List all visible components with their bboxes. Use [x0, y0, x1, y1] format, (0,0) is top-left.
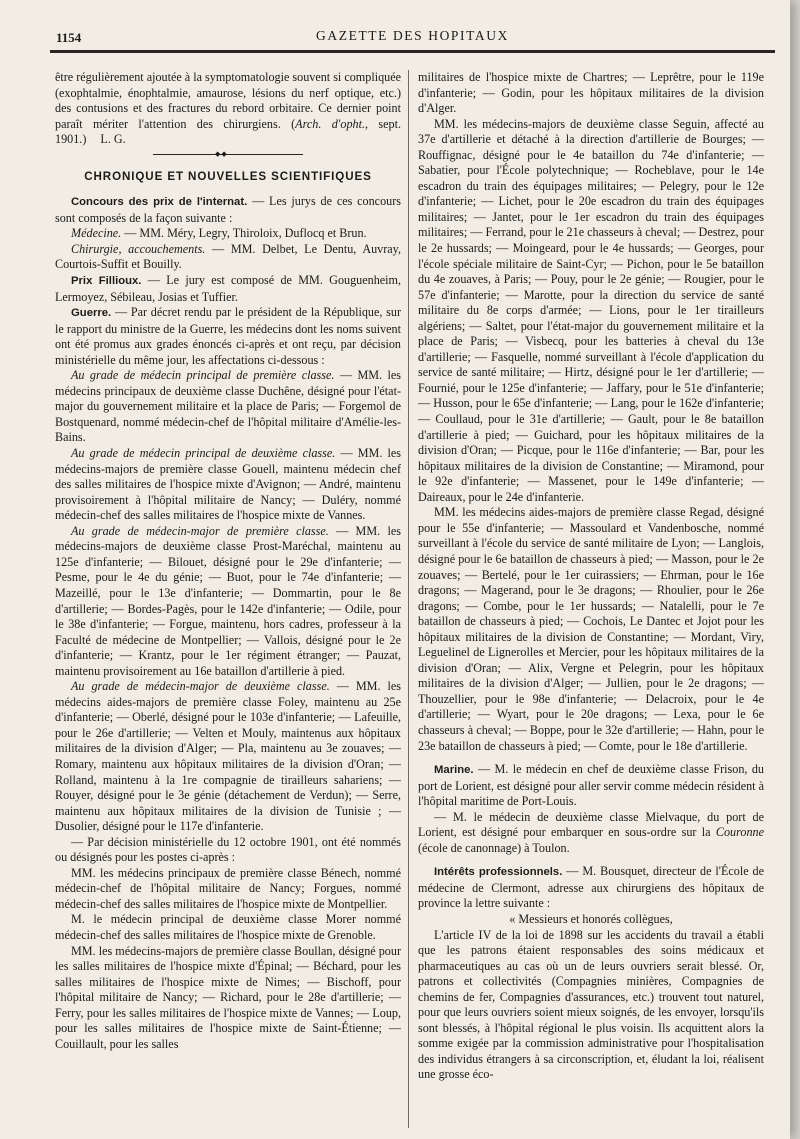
section-title: CHRONIQUE ET NOUVELLES SCIENTIFIQUES: [84, 169, 372, 183]
intro-paragraph: [55, 70, 401, 148]
paragraph-gap: [418, 754, 764, 762]
letter-body: L'article IV de la loi de 1898 sur les accidents du travail a établi que les patrons étaient responsables des soins médicaux et pharmaceutiques au cas où un de leurs ouvriers serait blessé. Or, patrons et collectivités (Compagnies minières, Compagnies de chemins de fer, Compagnies d'assurances, etc.) trouvent tout naturel, pour que leurs ouvriers soient mieux soignés, de les envoyer, lorsqu'ils sont blessés, à l'hôpital régional le plus voisin. Ils acquittent alors la somme exigée par la commission administrative pour l'hospitalisation des individus étrangers à sa circonscription, et, éludant la loi, réalisent une grosse éco-: [418, 927, 764, 1082]
decision-paragraph: MM. les médecins-majors de première classe Boullan, désigné pour les salles militaires de l'hospice mixte d'Épinal; — Béchard, pour les salles militaires de l'hospice mixte de Nimes; — Bischoff, pour l'hôpital militaire de Nancy; — Richard, pour le 28e d'artillerie; — Ferry, pour les salles militaires de l'hospice mixte de Vannes; — Loup, pour les salles militaires de l'hospice mixte de Saint-Étienne; — Couillault, pour les salles: [55, 943, 401, 1051]
grade-label: Au grade de médecin-major de première classe.: [71, 523, 329, 538]
grade-text: — MM. les médecins-majors de deuxième classe Prost-Maréchal, maintenu au 125e d'infanterie; — Bilouet, désigné pour le 29e d'infanterie; — Pesme, pour le 4e du génie; — Buot, pour le 74e d'infanterie; — Mazeillé, pour le 13e d'infanterie; — Dommartin, pour le 8e d'artillerie; — Bordes-Pagès, pour le 142e d'infanterie; — Odile, pour le 38e d'infanterie; — Forgue, maintenu, hors cadres, professeur à la Faculté de médecine de Montpellier; — Vallois, désigné pour le 2e d'infanterie; — Krantz, pour le 1er régiment étranger; — Pauzat, maintenu provisoirement au 16e bataillon d'artillerie à pied.: [55, 523, 401, 678]
paragraph-gap: [418, 856, 764, 864]
chirurgie-text: — MM. Delbet, Le Dentu, Auvray, Courtois-Suffit et Bouilly.: [55, 241, 401, 272]
letter-salutation: « Messieurs et honorés collègues,: [509, 911, 673, 926]
marine-paragraph-2: [418, 810, 764, 857]
marine-paragraph: [418, 762, 764, 810]
interets-lead: Intérêts professionnels.: [434, 866, 563, 879]
promotion-paragraph: MM. les médecins-majors de deuxième classe Seguin, affecté au 37e d'artillerie et détaché à la direction d'artillerie de Bourges; — Rouffignac, désigné pour le 4e bataillon du 74e d'infanterie; — Sabatier, pour l'École polytechnique; — Rocheblave, pour le 14e escadron du train des équipages militaires; — Pelegry, pour le 12e d'infanterie; — Lichet, pour le 20e escadron du train des équipages militaires; — Jantet, pour le 1er escadron du train des équipages militaires; — Ferrand, pour le 21e chasseurs à cheval; — Destrez, pour le 2e hussards; — Moingeard, pour le 4e hussards; — Georges, pour l'école spéciale militaire de Saint-Cyr; — Pichon, pour le 5e bataillon du 4e zouaves, à Paris; — Pouy, pour le 2e génie; — Rougier, pour le 57e d'infanterie; — Marotte, pour la direction du service de santé militaire du 8e corps d'armée; — Lions, pour le 1er tirailleurs algériens; — Saltet, pour l'état-major du gouvernement militaire et la place de Paris; — Visbecq, pour les batteries à cheval du 13e d'artillerie; — Fasquelle, nommé surveillant à l'école d'application du service de santé militaire; — Hirtz, désigné pour le 1er d'artillerie; — Fournié, pour le 125e d'infanterie; — Jaffary, pour le 51e d'infanterie; — Husson, pour le 65e d'infanterie; — Lang, pour le 162e d'infanterie; — Coullaud, pour le 31e d'artillerie; — Gault, pour le 8e bataillon d'artillerie à pied; — Guichard, pour les hôpitaux militaires de la division d'Oran; — Picque, pour le 116e d'infanterie; — Bar, pour les hôpitaux militaires de la division de Constantine; — Miramond, pour le 92e d'infanterie; — Massenet, pour le 149e d'infanterie; — Daireaux, pour le 24e d'infanterie.: [418, 116, 764, 504]
marine-text-2: — M. le médecin de deuxième classe Mielvaque, du port de Lorient, est désigné pour embarquer en sous-ordre sur la: [418, 809, 764, 840]
running-title: GAZETTE DES HOPITAUX: [316, 28, 509, 43]
concours-paragraph: [55, 194, 401, 226]
fillioux-text: — Le jury est composé de MM. Gouguenheim, Lermoyez, Sébileau, Josias et Tuffier.: [55, 273, 401, 304]
grade-text: — MM. les médecins principaux de deuxième classe Duchêne, désigné pour l'état-major du gouvernement militaire et la place de Paris; — Forgemol de Bostquenard, nommé médecin-chef de l'hôpital militaire d'Amélie-les-Bains.: [55, 368, 401, 445]
grade-label: Au grade de médecin-major de deuxième classe.: [71, 679, 330, 694]
interets-paragraph: [418, 864, 764, 912]
page-number: 1154: [56, 30, 82, 45]
interets-text: — M. Bousquet, directeur de l'École de médecine de Clermont, adresse aux chirurgiens des hôpitaux de province la lettre suivante :: [418, 864, 764, 911]
grade-text: — MM. les médecins aides-majors de première classe Foley, maintenu au 25e d'infanterie; — Oberlé, désigné pour le 103e d'infanterie; — Lafeuille, pour le 26e d'artillerie; — Velten et Mouly, maintenus aux hôpitaux militaires de la division d'Alger; — Pla, maintenu au 3e zouaves; — Romary, maintenu aux hôpitaux militaires de la division d'Oran; — Rolland, maintenu à la 1re compagnie de tirailleurs sahariens; — Rouyer, désigné pour le 3e génie (détachement de Verdun); — Serre, maintenu aux hôpitaux militaires de la division de Tunisie ; — Dusolier, désigné pour le 117e d'infanterie.: [55, 679, 401, 834]
intro-text: être régulièrement ajoutée à la symptomatologie souvent si compliquée (exophtalmie, énophtalmie, amaurose, lésions du nerf optique, etc.) des contusions et des fractures du rebord orbitaire. Ce dernier point paraît mériter l'attention des chirurgiens. (: [55, 70, 401, 131]
medecine-text: — MM. Méry, Legry, Thiroloix, Duflocq et Brun.: [121, 226, 367, 241]
grade-label: Au grade de médecin principal de deuxième classe.: [71, 446, 336, 461]
continuation-paragraph: militaires de l'hospice mixte de Chartres; — Leprêtre, pour le 119e d'infanterie; — Godin, pour les hôpitaux militaires de la division d'Alger.: [418, 70, 764, 116]
ship-name: Couronne: [715, 825, 764, 840]
grade-label: Au grade de médecin principal de première classe.: [71, 368, 335, 383]
column-divider: [408, 70, 409, 1128]
right-column: [418, 70, 764, 1130]
intro-source: Arch. d'opht.: [295, 116, 365, 131]
promotion-paragraph: MM. les médecins aides-majors de première classe Regad, désigné pour le 55e d'infanterie; — Massoulard et Vandenbosche, nommé surveillant à l'école du service de santé militaire de Lyon; — Langlois, désigné pour le 6e bataillon de chasseurs à pied; — Masson, pour le 2e zouaves; — Bertelé, pour le 1er cuirassiers; — Ehrman, pour le 16e dragons; — Magerand, pour le 3e dragons; — Rhoulier, pour le 26e dragons; — Combe, pour le 1er hussards; — Natalelli, pour le 7e bataillon de chasseurs à pied; — Cochois, Le Dantec et Jojot pour les hôpitaux militaires de la division de Constantine; — Mordant, Viry, Leguelinel de Lignerolles et Mercier, pour les hôpitaux militaires de la division d'Oran; — Alix, Vergne et Pelegrin, pour les hôpitaux militaires de la division d'Alger; — Jullien, pour le 2e dragons; — Thouzellier, pour le 98e d'infanterie; — Delacroix, pour le 4e d'artillerie; — Wyart, pour le 20e dragons; — Lexa, pour le 6e chasseurs à cheval; — Boppe, pour le 32e d'artillerie; — Hahn, pour le 23e bataillon de chasseurs à pied; — Comte, pour le 18e d'artillerie.: [418, 505, 764, 753]
medecine-label: Médecine.: [71, 226, 122, 241]
guerre-paragraph: [55, 305, 401, 368]
fillioux-paragraph: [55, 273, 401, 305]
grade-paragraph: [55, 368, 401, 446]
marine-text: — M. le médecin en chef de deuxième classe Frison, du port de Lorient, est désigné pour aller servir comme médecin résident à l'hôpital maritime de Port-Louis.: [418, 762, 764, 809]
marine-text-3: (école de canonnage) à Toulon.: [418, 840, 570, 855]
grade-paragraph: [55, 679, 401, 834]
grade-paragraph: [55, 446, 401, 524]
decision-paragraph: MM. les médecins principaux de première classe Bénech, nommé médecin-chef de l'hôpital militaire de Nancy; Forgues, nommé médecin-chef des salles militaires de l'hospice mixte de Montpellier.: [55, 865, 401, 911]
intro-date: , sept. 1901.): [55, 116, 401, 147]
grade-paragraph: [55, 524, 401, 679]
concours-text: — Les jurys de ces concours sont composés de la façon suivante :: [55, 194, 401, 225]
author-signature: L. G.: [100, 132, 126, 147]
section-divider: [153, 154, 303, 161]
concours-lead: Concours des prix de l'internat.: [71, 196, 248, 209]
decision-paragraph: M. le médecin principal de deuxième classe Morer nommé médecin-chef des salles militaires de l'hospice mixte de Grenoble.: [55, 912, 401, 942]
guerre-text: — Par décret rendu par le président de la République, sur le rapport du ministre de la Guerre, les médecins dont les noms suivent ont été promus aux grades énoncés ci-après et ont reçu, par décision ministérielle du même jour, les affectations ci-dessous :: [55, 305, 401, 367]
chirurgie-label: Chirurgie, accouchements.: [71, 241, 206, 256]
header-rule: [50, 50, 775, 53]
left-column: [55, 70, 401, 1130]
medecine-paragraph: [55, 226, 401, 242]
chirurgie-paragraph: [55, 242, 401, 273]
page-header: [50, 18, 775, 52]
fillioux-lead: Prix Fillioux.: [71, 275, 142, 288]
decision-intro: — Par décision ministérielle du 12 octobre 1901, ont été nommés ou désignés pour les postes ci-après :: [55, 834, 401, 865]
guerre-lead: Guerre.: [71, 307, 112, 320]
grade-text: — MM. les médecins-majors de première classe Gouell, maintenu médecin chef des salles militaires de l'hospice mixte d'Avignon; — André, maintenu provisoirement à l'hôpital militaire de Nancy; — Duléry, nommé médecin-chef des salles militaires de l'hospice mixte de Vannes.: [55, 446, 401, 523]
marine-lead: Marine.: [434, 764, 474, 777]
